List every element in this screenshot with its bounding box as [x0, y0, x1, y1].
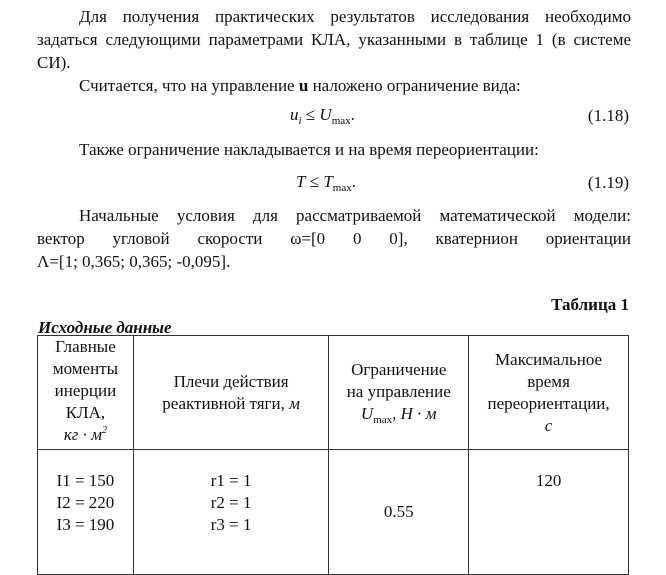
p4-word: ω=[0: [290, 229, 326, 248]
equation-1-18: [290, 105, 355, 127]
paragraph2-text-before: Считается, что на управление: [79, 76, 295, 95]
header-text: Ограничение: [351, 359, 447, 379]
eq2-rhs: T: [323, 172, 333, 191]
header-text: моменты: [52, 359, 119, 378]
p4-word: кватернион: [435, 229, 518, 248]
equation-1-19: [296, 172, 356, 194]
cell-value: I1 = 150: [56, 471, 115, 490]
eq2-end: .: [351, 172, 356, 191]
p4-word: ориентации: [545, 229, 631, 248]
cell-control-limit: [329, 450, 469, 575]
paragraph4-line1: Начальные условия для рассматриваемой математической модели:: [79, 206, 631, 225]
paragraph2-bold-symbol: u: [298, 76, 309, 95]
paragraph1-line3: СИ).: [37, 53, 71, 72]
cell-value: r3 = 1: [210, 515, 252, 534]
eq1-rhs: U: [319, 105, 332, 124]
eq1-sub: i: [298, 115, 302, 127]
header-unit: [329, 403, 468, 427]
header-text: переориентации,: [487, 393, 610, 413]
p4-word: угловой: [112, 229, 170, 248]
equation-1-18-number: (1.18): [587, 106, 629, 125]
paragraph2-text-after: наложено ограничение вида:: [312, 76, 521, 95]
header-text: время: [527, 371, 570, 391]
paragraph4-line3: Λ=[1; 0,365; 0,365; -0,095].: [37, 252, 231, 271]
header-text: инерции КЛА,: [54, 381, 117, 422]
header-text: [134, 393, 328, 415]
header-text: Плечи действия: [173, 371, 289, 391]
eq2-op: ≤: [309, 172, 320, 191]
cell-arms: [133, 450, 328, 575]
p4-word: 0: [352, 229, 362, 248]
table-header-row: [38, 336, 629, 450]
header-arms: [133, 336, 328, 450]
table-caption: Исходные данные: [38, 318, 172, 337]
header-unit: м: [289, 393, 300, 413]
paragraph1-line2: задаться следующими параметрами КЛА, указанными в таблице 1 (в системе: [37, 30, 631, 49]
equation-1-19-number: (1.19): [587, 173, 629, 192]
unit-symbol: U: [360, 403, 374, 423]
table-label: Таблица 1: [551, 295, 629, 314]
cell-value: 120: [535, 471, 562, 490]
paragraph4-line2: [37, 230, 631, 247]
cell-value: I2 = 220: [56, 493, 115, 512]
table-row: [38, 450, 629, 575]
unit-text: , Н · м: [392, 403, 437, 423]
header-text: на управление: [346, 381, 451, 401]
header-text-part: реактивной тяги,: [162, 393, 285, 413]
paragraph2: [79, 77, 521, 94]
header-unit: [38, 424, 133, 449]
header-max-time: [469, 336, 629, 450]
header-text: Главные: [55, 337, 116, 356]
unit-symbol-sub: max: [373, 413, 393, 426]
unit-main: кг · м: [63, 425, 103, 444]
eq2-var: T: [296, 172, 306, 191]
header-unit: с: [544, 415, 553, 435]
p4-word: 0],: [389, 229, 408, 248]
cell-value: r2 = 1: [210, 493, 252, 512]
cell-max-time: [469, 450, 629, 575]
eq2-rhs-sub: max: [332, 182, 352, 194]
eq1-var: u: [290, 105, 299, 124]
paragraph1-line1: Для получения практических результатов исследования необходимо: [79, 7, 631, 26]
p4-word: скорости: [197, 229, 263, 248]
cell-value: 0.55: [383, 502, 414, 521]
header-inertia: [38, 336, 134, 450]
header-text: Максимальное: [495, 349, 603, 369]
cell-inertia: [38, 450, 134, 575]
cell-value: r1 = 1: [210, 471, 252, 490]
unit-sup: 2: [102, 425, 108, 436]
data-table: [37, 335, 629, 575]
eq1-rhs-sub: max: [331, 115, 351, 127]
eq1-op: ≤: [305, 105, 316, 124]
eq1-end: .: [350, 105, 355, 124]
header-control-limit: [329, 336, 469, 450]
p4-word: вектор: [37, 229, 85, 248]
cell-value: I3 = 190: [56, 515, 115, 534]
paragraph3: Также ограничение накладывается и на время переориентации:: [79, 140, 539, 159]
